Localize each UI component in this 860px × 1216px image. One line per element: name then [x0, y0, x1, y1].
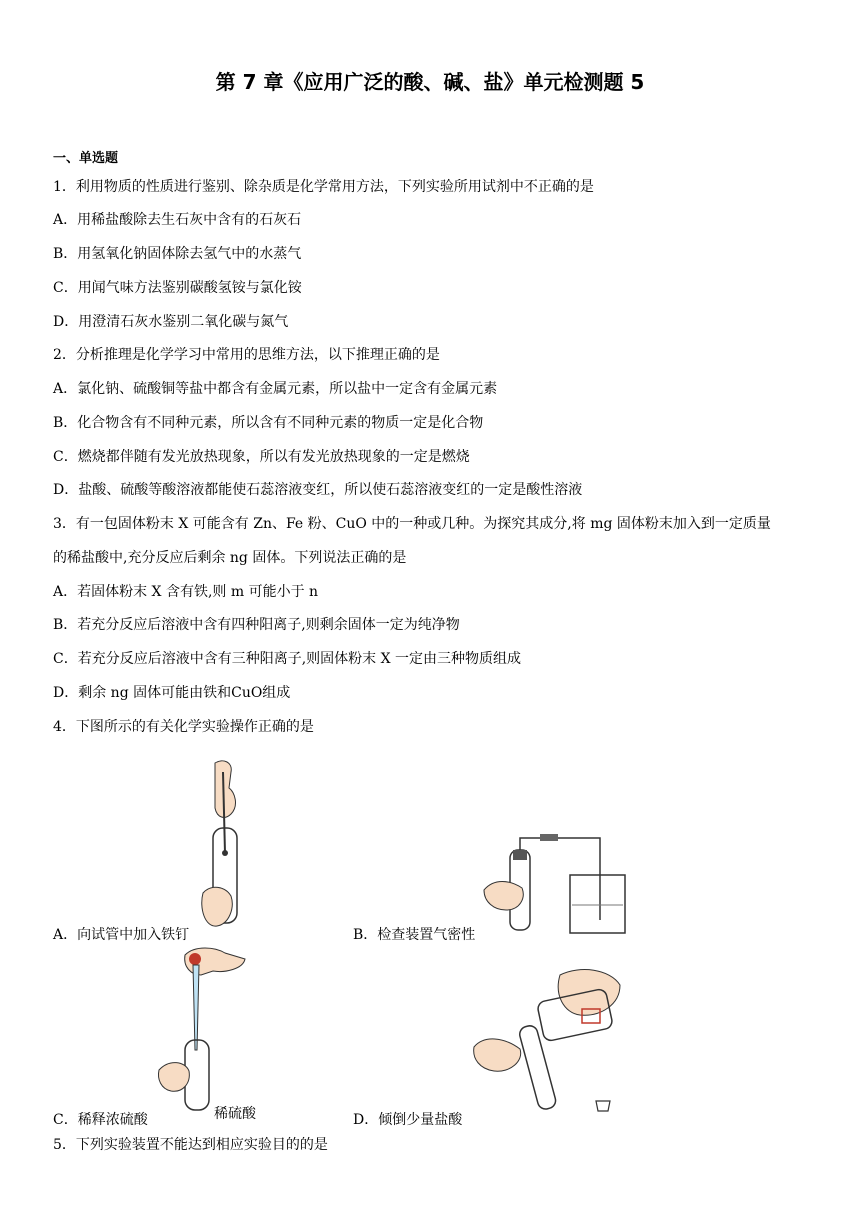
q4-stem: 4．下图所示的有关化学实验操作正确的是	[53, 719, 314, 735]
q1-option-c: C．用闻气味方法鉴别碳酸氢铵与氯化铵	[53, 280, 302, 296]
page-title: 第 7 章《应用广泛的酸、碱、盐》单元检测题 5	[215, 70, 645, 94]
q1-option-b: B．用氢氧化钠固体除去氢气中的水蒸气	[53, 246, 302, 262]
q3-option-b: B．若充分反应后溶液中含有四种阳离子,则剩余固体一定为纯净物	[53, 617, 460, 633]
q3-stem-line2: 的稀盐酸中,充分反应后剩余 ng 固体。下列说法正确的是	[53, 550, 407, 566]
q4-option-b: B．检查装置气密性	[353, 927, 476, 943]
q5-stem: 5．下列实验装置不能达到相应实验目的的是	[53, 1137, 328, 1153]
figure-d-pouring	[470, 965, 650, 1115]
q4-option-d: D．倾倒少量盐酸	[353, 1112, 463, 1128]
q3-option-a: A．若固体粉末 X 含有铁,则 m 可能小于 n	[53, 584, 319, 600]
q2-option-b: B．化合物含有不同种元素，所以含有不同种元素的物质一定是化合物	[53, 415, 484, 431]
q2-option-d: D．盐酸、硫酸等酸溶液都能使石蕊溶液变红，所以使石蕊溶液变红的一定是酸性溶液	[53, 482, 583, 498]
q1-option-d: D．用澄清石灰水鉴别二氧化碳与氮气	[53, 314, 289, 330]
figure-c-label: 稀硫酸	[214, 1106, 256, 1122]
section-heading: 一、单选题	[53, 151, 119, 166]
q1-stem: 1．利用物质的性质进行鉴别、除杂质是化学常用方法，下列实验所用试剂中不正确的是	[53, 179, 594, 195]
q2-option-a: A．氯化钠、硫酸铜等盐中都含有金属元素，所以盐中一定含有金属元素	[53, 381, 498, 397]
q3-option-d: D．剩余 ng 固体可能由铁和CuO组成	[53, 685, 291, 701]
figure-a-tube-with-nail	[195, 758, 265, 933]
q4-option-a: A．向试管中加入铁钉	[53, 927, 190, 943]
q2-stem: 2．分析推理是化学学习中常用的思维方法，以下推理正确的是	[53, 347, 440, 363]
q1-option-a: A．用稀盐酸除去生石灰中含有的石灰石	[53, 212, 302, 228]
figure-b-airtightness-setup	[480, 830, 640, 935]
q2-option-c: C．燃烧都伴随有发光放热现象，所以有发光放热现象的一定是燃烧	[53, 449, 470, 465]
q4-option-c: C．稀释浓硫酸	[53, 1112, 148, 1128]
figure-c-dilution	[155, 945, 265, 1120]
q3-option-c: C．若充分反应后溶液中含有三种阳离子,则固体粉末 X 一定由三种物质组成	[53, 651, 522, 667]
q3-stem-line1: 3．有一包固体粉末 X 可能含有 Zn、Fe 粉、CuO 中的一种或几种。为探究其成分,将 mg 固体粉末加入到一定质量	[53, 516, 771, 532]
